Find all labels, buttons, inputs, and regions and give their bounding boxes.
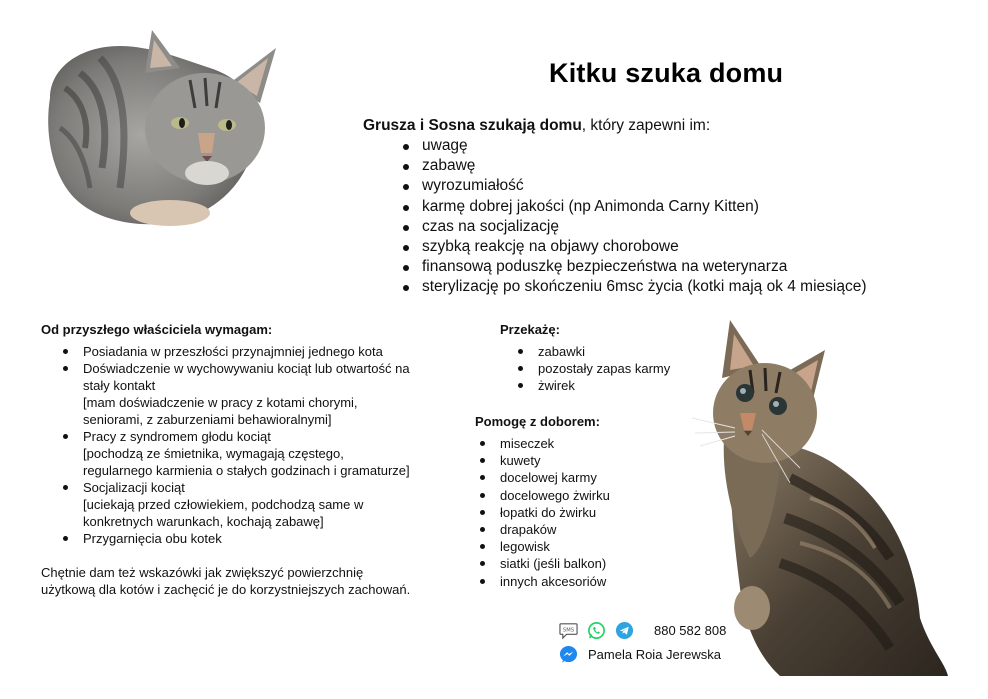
list-item: zabawki [496,343,700,360]
list-item: uwagę [363,136,867,156]
contact-name: Pamela Roia Jerewska [588,647,721,662]
list-item [41,360,431,428]
list-item: wyrozumiałość [363,176,867,196]
page-title: Kitku szuka domu [549,58,784,88]
requirements-section [41,321,431,598]
intro-rest-text: , który zapewni im: [581,117,711,134]
list-item: pozostały zapas karmy [496,360,700,377]
lying-tabby-cat-photo [40,28,280,228]
list-item [41,530,431,547]
list-item: finansową poduszkę bezpieczeństwa na weterynarza [363,257,867,277]
help-section [475,413,675,590]
whatsapp-icon[interactable] [587,621,606,640]
list-item: szybką reakcję na objawy chorobowe [363,237,867,257]
list-item-text: Pracy z syndromem głodu kociąt [83,429,271,444]
intro-list [363,136,867,298]
list-item [41,428,431,479]
contact-section [559,621,726,664]
contact-name-row [559,645,726,664]
list-item-text: Przygarnięcia obu kotek [83,531,222,546]
list-item: siatki (jeśli balkon) [475,555,675,572]
help-list [475,435,675,590]
list-item: żwirek [496,377,700,394]
requirements-list [41,343,431,547]
telegram-icon[interactable] [615,621,634,640]
list-item: łopatki do żwirku [475,504,675,521]
list-item: sterylizację po skończeniu 6msc życia (kotki mają ok 4 miesiące) [363,277,867,297]
list-item: czas na socjalizację [363,217,867,237]
list-item: innych akcesoriów [475,573,675,590]
list-item-note: [uciekają przed człowiekiem, podchodzą same w konkretnych warunkach, kochają zabawę] [83,497,364,529]
list-item-note: [pochodzą ze śmietnika, wymagają częstego, regularnego karmienia o stałych godzinach i gramaturze] [83,446,410,478]
list-item: karmę dobrej jakości (np Animonda Carny Kitten) [363,197,867,217]
intro-bold-text: Grusza i Sosna szukają domu [363,117,582,134]
messenger-icon[interactable] [559,645,578,664]
list-item-note: [mam doświadczenie w pracy z kotami chorymi, seniorami, z zaburzeniami behawioralnymi] [83,395,358,427]
phone-number[interactable]: 880 582 808 [654,623,727,638]
sitting-tabby-kitten-photo [690,318,950,678]
intro-sentence [363,116,867,136]
intro-section [363,116,867,298]
list-item: zabawę [363,156,867,176]
help-heading: Pomogę z doborem: [475,414,600,429]
list-item-text: Doświadczenie w wychowywaniu kociąt lub otwartość na stały kontakt [83,361,410,393]
list-item [41,343,431,360]
list-item-text: Socjalizacji kociąt [83,480,185,495]
give-heading: Przekażę: [500,322,560,337]
list-item-text: Posiadania w przeszłości przynajmniej jednego kota [83,344,383,359]
list-item: kuwety [475,452,675,469]
give-section [500,321,700,395]
svg-text:SMS: SMS [562,627,575,634]
list-item: docelowej karmy [475,469,675,486]
list-item: legowisk [475,538,675,555]
requirements-heading: Od przyszłego właściciela wymagam: [41,322,273,337]
list-item: drapaków [475,521,675,538]
contact-phone-row [559,621,726,640]
sms-icon[interactable] [559,621,578,640]
requirements-footer: Chętnie dam też wskazówki jak zwiększyć powierzchnię użytkową dla kotów i zachęcić je do korzystniejszych zachowań. [41,565,411,597]
list-item [41,479,431,530]
list-item: docelowego żwirku [475,487,675,504]
list-item: miseczek [475,435,675,452]
give-list [496,343,700,395]
